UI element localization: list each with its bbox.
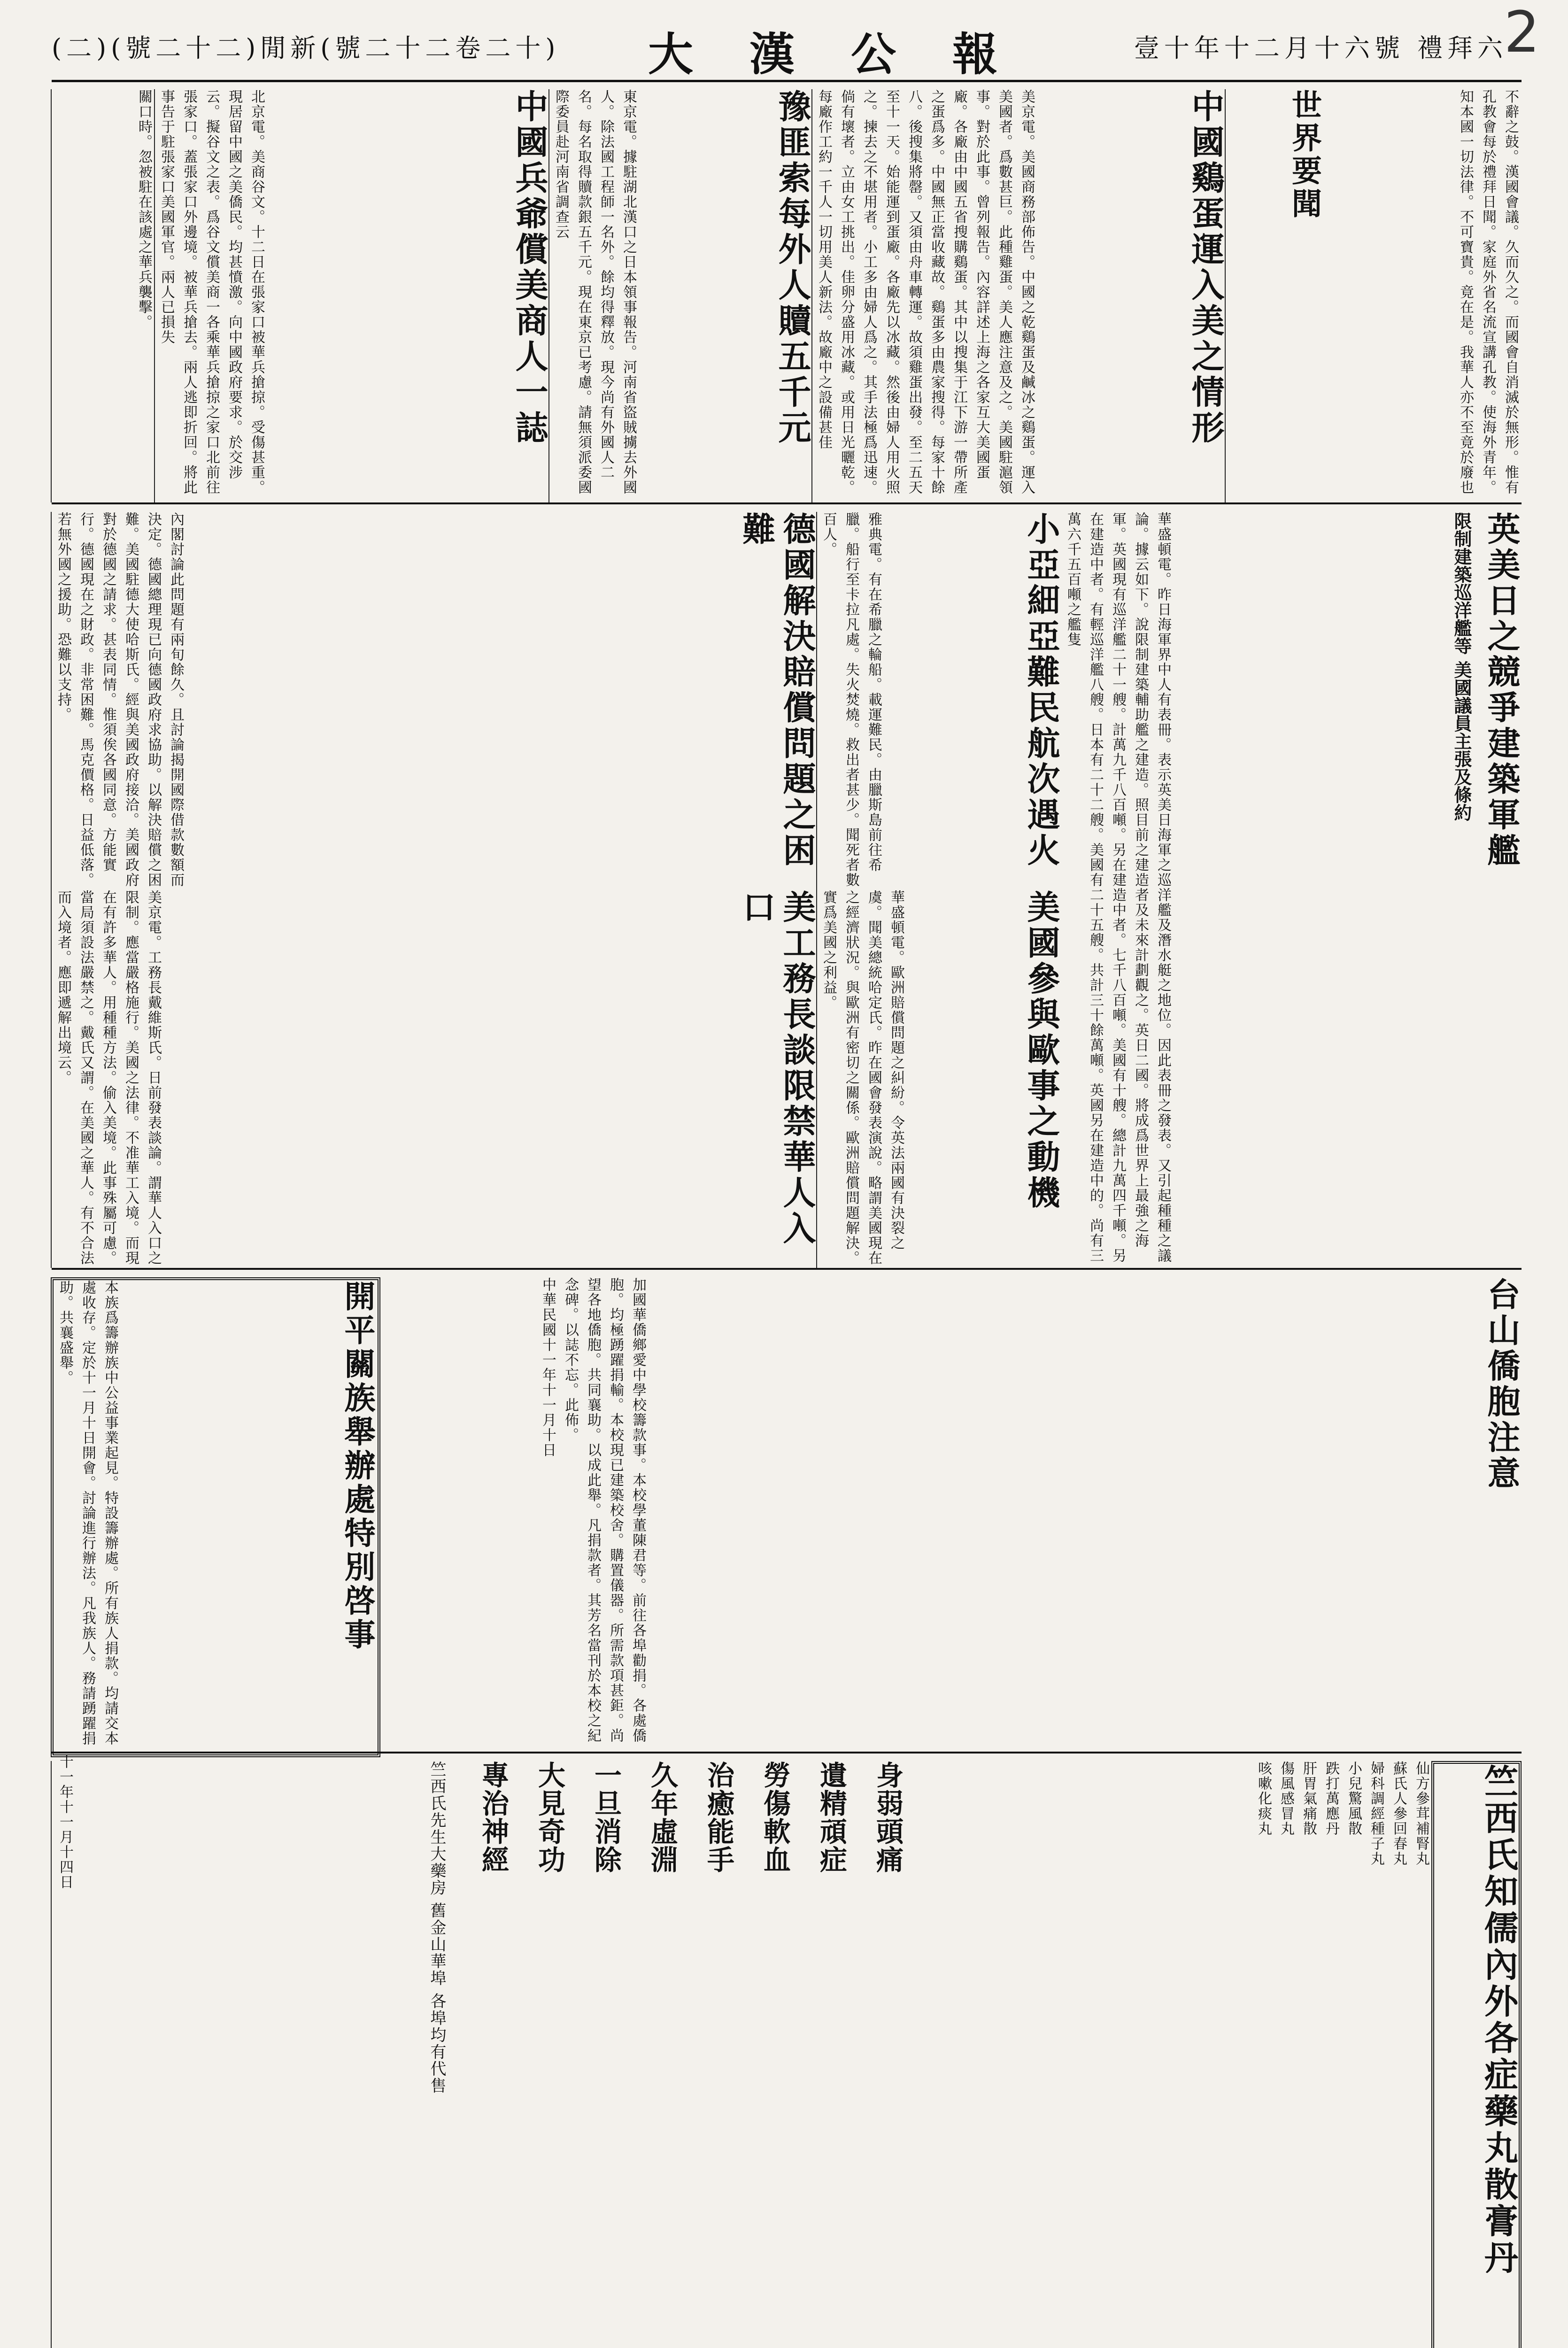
envoy-body: 關口時。忽被駐在該處之華兵襲擊。 [136, 89, 152, 330]
naval-subtitle: 限制建築巡洋艦等 美國議員主張及條約 [1451, 512, 1472, 822]
pharmacy-item: 咳嗽化痰丸 [1255, 1761, 1272, 1836]
pharmacy-item: 跌打萬應丹 [1323, 1761, 1339, 1836]
intro-text: 不辭之鼓。漢國會議。久而久之。而國會自消滅於無形。惟有孔教會每於禮拜日聞。家庭外省名流宣講孔教。使海外青年。知本國一切法律。不可寶貴。竟在是。我華人亦不至竟於廢也 [1457, 89, 1519, 495]
pharmacy-title: 竺西氏知儒內外各症藥丸散膏丹 [1479, 1764, 1519, 2277]
pharmacy-items [916, 1761, 1432, 2348]
masthead-left: (二)(號二十二)閒新(號二十二卷二十) [52, 33, 560, 63]
slogan: 專治神經 [477, 1761, 509, 1874]
opening-body: 本族爲籌辦族中公益事業起見。特設籌辦處。所有族人捐款。均請交本處收存。定於十一月十日開會。討論進行辦法。凡我族人。務請踴躍捐助。共襄盛舉。 [57, 1280, 118, 1746]
pharmacy-item: 仙方參茸補腎丸 [1413, 1761, 1429, 1866]
page-number: 2 [1504, 0, 1540, 65]
reparation-body: 內閣討論此問題有兩旬餘久。且討論揭開國際借款數額而決定。德國總理現已向德國政府求協助。以解決賠償之困難。美國駐德大使哈斯氏。經與美國政府接洽。美國政府對於德國之請求。甚表同情。惟須俟各國同意。方能實行。德國現在之財政。非常困難。馬克價格。日益低落。若無外國之援助。恐難以支持。 [55, 512, 184, 888]
taishan-title: 台山僑胞注意 [1482, 1277, 1521, 1491]
pharmacy-list [916, 1761, 1432, 2348]
article-eggs [811, 89, 1226, 502]
world-news-heading [1225, 89, 1324, 502]
slogan: 身弱頭痛 [872, 1761, 904, 1874]
article-reparation [51, 512, 817, 890]
slogan: 大見奇功 [533, 1761, 565, 1874]
pharmacy-item: 蘇氏人參回春丸 [1390, 1761, 1407, 1866]
eggs-title: 中國鷄蛋運入美之情形 [1186, 89, 1225, 446]
masthead-date: 壹十年十二月十六號 禮拜六 [1134, 33, 1507, 63]
fleet-title: 小亞細亞難民航次遇火 [1022, 512, 1061, 869]
tier-4-pharmacy [52, 1761, 1522, 2348]
article-bandits [548, 89, 812, 502]
slogan-list [52, 1761, 916, 2348]
naval-title: 英美日之競爭建築軍艦 [1482, 512, 1521, 869]
bandits-body: 東京電。據駐湖北漢口之日本領事報告。河南省盜賊擄去外國人。除法國工程師一名外。餘均得釋放。現今尚有外國人二名。每名取得贖款銀五千元。現在東京已考慮。請無須派委國際委員赴河南省調查云 [553, 89, 637, 495]
pharmacy-item: 肝胃氣痛散 [1300, 1761, 1317, 1836]
masthead [52, 19, 1522, 82]
tier-2 [52, 512, 1522, 1270]
footer-date-column [379, 1277, 559, 1752]
immigration-body: 美京電。工務長戴維斯氏。日前發表談論。謂華人入口之限制。應當嚴格施行。美國之法律。不准華工入境。而現在有許多華人。用種種方法。偷入美境。此事殊屬可慮。當局須設法嚴禁之。戴氏又謂。在美國之華人。有不合法而入境者。應即遞解出境云。 [55, 890, 162, 1266]
arms-title: 中國兵爺償美商人一誌 [510, 89, 549, 446]
pharmacy-banner [1431, 1761, 1522, 2348]
pharmacy-item: 婦科調經種子丸 [1368, 1761, 1384, 1866]
pharmacy-item: 小兒驚風散 [1345, 1761, 1362, 1836]
fleet-body: 雅典電。有在希臘之輪船。載運難民。由臘斯島前往希臘。船行至卡拉凡處。失火焚燒。救出者甚少。聞死者數百人。 [820, 512, 882, 888]
footer-date: 中華民國十一年十一月十日 [540, 1277, 556, 1458]
article-intro [1324, 89, 1522, 502]
tier-1 [52, 89, 1522, 504]
footer-date-2: 十一年十一月十四日 [57, 1754, 73, 1890]
article-arms [154, 89, 549, 502]
slogan: 遺精頑症 [815, 1761, 847, 1874]
slogan: 勞傷軟血 [759, 1761, 791, 1874]
newspaper-title: 大漢公報 [648, 28, 1054, 81]
slogan: 一旦消除 [590, 1761, 622, 1874]
ad-opening-clan [51, 1277, 380, 1890]
article-naval [1061, 512, 1522, 1268]
eggs-body: 美京電。美國商務部佈告。中國之乾鷄蛋及鹹冰之鷄蛋。運入美國者。爲數甚巨。此種雞蛋。美人應注意及之。美國駐滬領事。對於此事。曾列報告。內容詳述上海之各家互大美國蛋廠。各廠由中國五省搜購鷄蛋。其中以搜集于江下游一帶所產之蛋爲多。中國無正當收藏故。鷄蛋多由農家搜得。每家十餘八。後搜集將罄。又須由舟車轉運。故須雞蛋出發。至二五天至十一天。始能運到蛋廠。各廠先以冰藏。然後由婦人用火照之。揀去之不堪用者。小工多由婦人爲之。其手法極爲迅速。倘有壞者。立由女工挑出。佳卵分盛用冰藏。或用日光曬乾。每廠作工約一千人一切用美人新法。故廠中之設備甚佳 [816, 89, 1035, 495]
bandits-title: 豫匪索每外人贖五千元 [773, 89, 812, 446]
naval-body: 華盛頓電。昨日海軍界中人有表冊。表示英美日海軍之巡洋艦及潛水艇之地位。因此表冊之發表。又引起種種之議論。據云如下。說限制建築輔助艦之建造。照目前之建造者及未來計劃觀之。英日二國。將成爲世界上最強之海軍。英國現有巡洋艦二十一艘。計萬九千八百噸。另在建造中者。七千八百噸。美國有十艘。總計九萬四千噸。另在建造中者。有輕巡洋艦八艘。日本有二十二艘。美國有二十五艘。共計三十餘萬噸。英國另在建造中的。尚有三萬六千五百噸之艦隻 [1065, 512, 1171, 1263]
taishan-body: 加國華僑鄉愛中學校籌款事。本校學董陳君等。前往各埠勸捐。各處僑胞。均極踴躍捐輸。本校現已建築校舍。購置儀器。所需款項甚鉅。尚望各地僑胞。共同襄助。以成此舉。凡捐款者。其芳名當刊於本校之紀念碑。以誌不忘。此佈。 [562, 1277, 646, 1743]
pharmacy-item: 傷風感冒丸 [1278, 1761, 1294, 1836]
arms-body: 北京電。美商谷文。十二日在張家口被華兵搶掠。受傷甚重。現居留中國之美僑民。均甚憤激。向中國政府要求。於交涉云。擬谷文之表。爲谷文償美商一各乘華兵搶掠之家口北前往張家口。蓋張家口外邊境。被華兵搶去。兩人逃即折回。將此事告于駐張家口美國軍官。兩人已損失 [158, 89, 265, 495]
american-title: 美國參與歐事之動機 [1022, 890, 1061, 1211]
pharmacy-slogans [51, 1761, 916, 2348]
article-envoy [51, 89, 155, 502]
pharmacy-footer: 竺西氏先生大藥房 舊金山華埠 各埠均有代售 [427, 1761, 446, 2094]
reparation-title: 德國解決賠償問題之困難 [737, 512, 817, 869]
immigration-title: 美工務長談限禁華人入口 [737, 890, 817, 1247]
article-american [816, 890, 1061, 1268]
article-immigration [51, 890, 817, 1268]
article-fleet [816, 512, 1061, 890]
opening-title: 開平關族舉辦處特別啓事 [339, 1280, 376, 1652]
slogan: 久年虛淵 [646, 1761, 678, 1874]
slogan: 治癒能手 [703, 1761, 734, 1874]
world-news-title: 世界要聞 [1287, 89, 1322, 221]
article-taishan [559, 1277, 1522, 1752]
american-body: 華盛頓電。歐洲賠償問題之糾紛。令英法兩國有決裂之虞。聞美總統哈定氏。昨在國會發表演說。略謂美國現在之經濟狀況。與歐洲有密切之關係。歐洲賠償問題解決。實爲美國之利益。 [820, 890, 904, 1266]
